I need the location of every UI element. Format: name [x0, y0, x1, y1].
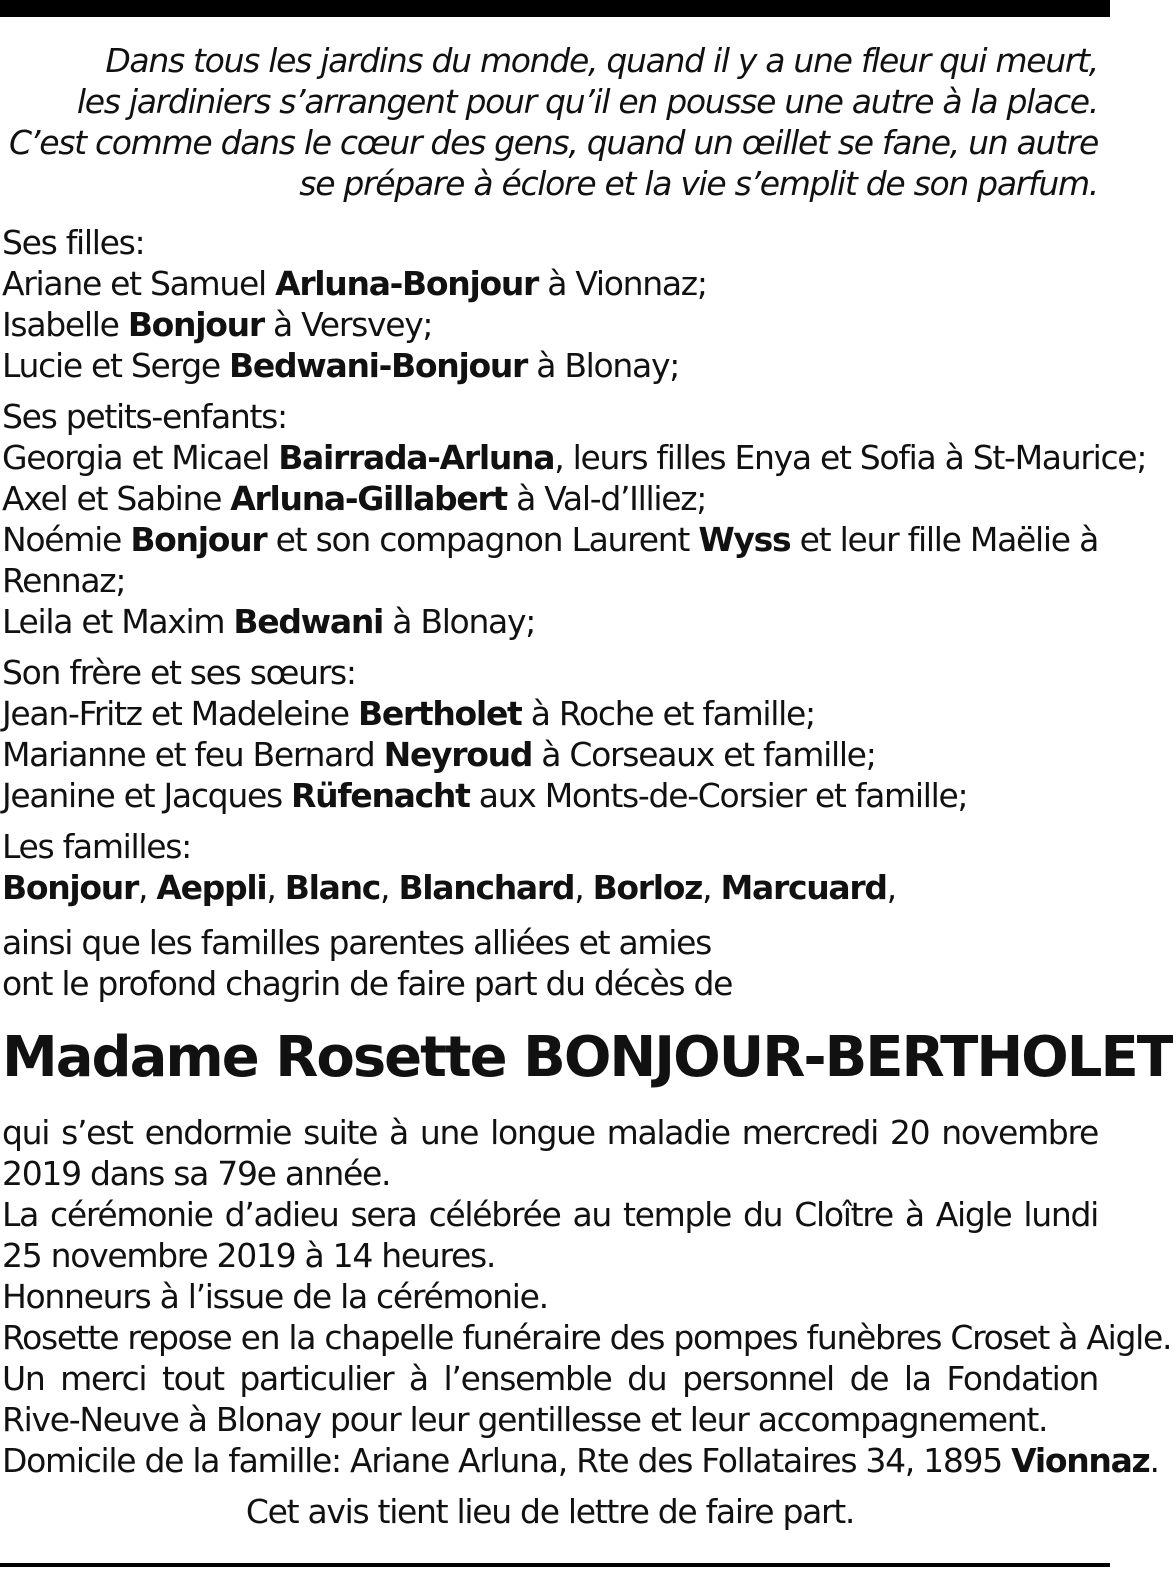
footer-note: Cet avis tient lieu de lettre de faire part.	[245, 1492, 855, 1531]
bottom-rule	[0, 1563, 1110, 1567]
separator: ,	[702, 868, 721, 907]
family-name: Wyss	[698, 520, 791, 559]
domicile-place: Vionnaz	[1011, 1441, 1150, 1480]
location-text: aux Monts-de-Corsier et famille;	[469, 776, 968, 815]
location-text: à Roche et famille;	[521, 694, 815, 733]
location-text: à Val-d’Illiez;	[506, 479, 707, 518]
relatives-text: Jeanine et Jacques	[2, 776, 292, 815]
relatives-text: Axel et Sabine	[2, 479, 231, 518]
notice-details	[2, 1112, 1172, 1481]
relatives-text: Leila et Maxim	[2, 602, 234, 641]
family-name: Bonjour	[127, 305, 264, 344]
daughters-section	[2, 222, 1098, 386]
families-list	[2, 867, 1098, 908]
family-name: Blanchard	[398, 868, 575, 907]
location-text: à Vionnaz;	[538, 264, 707, 303]
location-text: à Versvey;	[263, 305, 433, 344]
sibling-line	[2, 734, 1098, 775]
relatives-text: Lucie et Serge	[2, 346, 230, 385]
intro-line: ont le profond chagrin de faire part du décès de	[2, 964, 733, 1003]
daughter-line	[2, 345, 1098, 386]
location-text: et leur fille Maëlie à Rennaz;	[2, 520, 1099, 600]
separator: ,	[266, 868, 285, 907]
grandchild-line	[2, 519, 1098, 601]
family-name: Arluna-Gillabert	[230, 479, 507, 518]
grandchild-line	[2, 437, 1147, 478]
family-name: Arluna-Bonjour	[275, 264, 539, 303]
relatives-text: Isabelle	[2, 305, 128, 344]
relatives-text: Noémie	[2, 520, 131, 559]
family-name: Bedwani-Bonjour	[229, 346, 528, 385]
families-heading: Les familles:	[2, 827, 191, 866]
grandchildren-heading: Ses petits-enfants:	[2, 397, 287, 436]
family-name: Borloz	[592, 868, 703, 907]
separator: ,	[380, 868, 399, 907]
grandchild-line	[2, 601, 1098, 642]
separator: ,	[886, 868, 896, 907]
thanks-text: Un merci tout particulier à l’ensemble du personnel de la Fondation Rive-Neuve à Blonay pour leur gentillesse et leur accompagnement.	[2, 1359, 1098, 1439]
relatives-text: Ariane et Samuel	[2, 264, 276, 303]
rests-text: Rosette repose en la chapelle funéraire des pompes funèbres Croset à Aigle.	[2, 1318, 1172, 1357]
family-name: Bonjour	[130, 520, 267, 559]
siblings-section	[2, 652, 1098, 816]
family-name: Rüfenacht	[291, 776, 470, 815]
intro-line: ainsi que les familles parentes alliées et amies	[2, 923, 711, 962]
epigraph-line: les jardiniers s’arrangent pour qu’il en pousse une autre à la place.	[76, 82, 1098, 121]
daughter-line	[2, 304, 1098, 345]
family-name: Bedwani	[233, 602, 384, 641]
relatives-text: Marianne et feu Bernard	[2, 735, 384, 774]
epigraph-line: se prépare à éclore et la vie s’emplit de son parfum.	[299, 164, 1098, 203]
top-rule	[0, 0, 1110, 17]
location-text: à Blonay;	[527, 346, 680, 385]
families-section	[2, 826, 1098, 908]
honours-text: Honneurs à l’issue de la cérémonie.	[2, 1277, 548, 1316]
family-name: Blanc	[284, 868, 381, 907]
domicile-end: .	[1149, 1441, 1159, 1480]
grandchildren-section	[2, 396, 1147, 642]
epigraph-quote	[2, 40, 1098, 204]
location-text: à Blonay;	[383, 602, 536, 641]
relatives-text: Jean-Fritz et Madeleine	[2, 694, 358, 733]
grandchild-line	[2, 478, 1098, 519]
passing-text: qui s’est endormie suite à une longue maladie mercredi 20 novembre 2019 dans sa 79e année.	[2, 1113, 1098, 1193]
siblings-heading: Son frère et ses sœurs:	[2, 653, 356, 692]
family-name: Bairrada-Arluna	[278, 438, 555, 477]
domicile-text	[2, 1440, 1159, 1481]
epigraph-line: Dans tous les jardins du monde, quand il y a une fleur qui meurt,	[105, 41, 1098, 80]
location-text: , leurs filles Enya et Sofia à St-Maurice;	[554, 438, 1147, 477]
sibling-line	[2, 693, 1098, 734]
family-name: Neyroud	[383, 735, 533, 774]
separator: ,	[137, 868, 157, 907]
location-text: à Corseaux et famille;	[532, 735, 876, 774]
death-notice	[2, 40, 1173, 1532]
relatives-text: et son compagnon Laurent	[266, 520, 699, 559]
sibling-line	[2, 775, 1098, 816]
daughters-heading: Ses filles:	[2, 223, 145, 262]
relatives-text: Georgia et Micael	[2, 438, 279, 477]
ceremony-text: La cérémonie d’adieu sera célébrée au temple du Cloître à Aigle lundi 25 novembre 2019 à 14 heures.	[2, 1195, 1098, 1275]
family-name: Bertholet	[357, 694, 522, 733]
daughter-line	[2, 263, 1098, 304]
separator: ,	[574, 868, 593, 907]
epigraph-line: C’est comme dans le cœur des gens, quand un œillet se fane, un autre	[9, 123, 1098, 162]
family-name: Bonjour	[2, 868, 138, 907]
deceased-name: Madame Rosette BONJOUR-BERTHOLET	[2, 1025, 1173, 1090]
announcement-intro	[2, 922, 1098, 1004]
family-name: Marcuard	[720, 868, 887, 907]
domicile-address: Domicile de la famille: Ariane Arluna, Rte des Follataires 34, 1895	[2, 1441, 1012, 1480]
family-name: Aeppli	[156, 868, 267, 907]
